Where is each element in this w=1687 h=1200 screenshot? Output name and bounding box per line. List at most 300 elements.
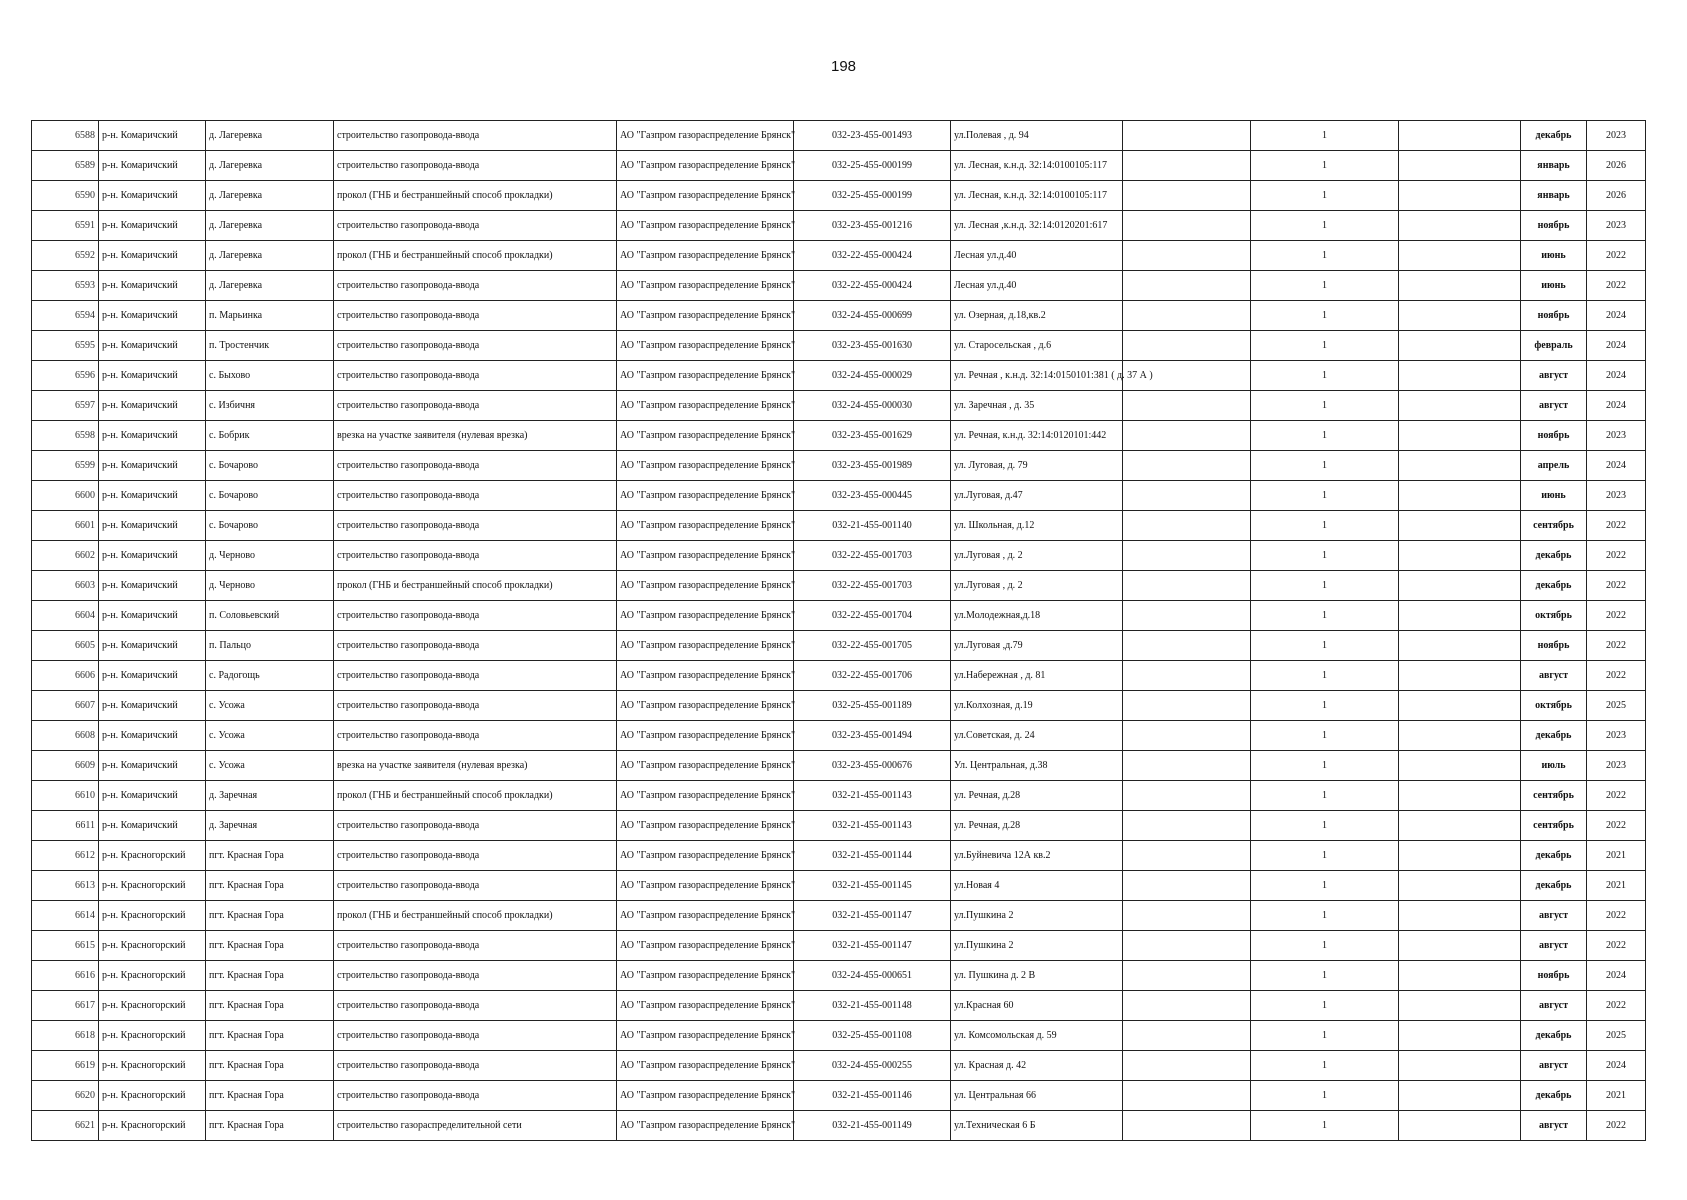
- table-row: [32, 451, 1646, 481]
- empty-cell: [1399, 211, 1521, 241]
- year-cell: 2022: [1587, 511, 1646, 541]
- district-cell: р-н. Комаричский: [99, 661, 206, 691]
- quantity-cell: 1: [1251, 871, 1399, 901]
- district-cell: р-н. Красногорский: [99, 901, 206, 931]
- application-id-cell: 032-21-455-001146: [794, 1081, 951, 1111]
- quantity-cell: 1: [1251, 631, 1399, 661]
- year-cell: 2023: [1587, 481, 1646, 511]
- month-cell: октябрь: [1521, 601, 1587, 631]
- application-id-cell: 032-21-455-001144: [794, 841, 951, 871]
- address-cell: ул.Набережная , д. 81: [951, 661, 1123, 691]
- address-cell: ул.Буйневича 12А кв.2: [951, 841, 1123, 871]
- district-cell: р-н. Комаричский: [99, 151, 206, 181]
- quantity-cell: 1: [1251, 931, 1399, 961]
- month-cell: январь: [1521, 181, 1587, 211]
- quantity-cell: 1: [1251, 301, 1399, 331]
- work-type-cell: строительство газопровода-ввода: [334, 631, 617, 661]
- month-cell: август: [1521, 1051, 1587, 1081]
- locality-cell: п. Тростенчик: [206, 331, 334, 361]
- quantity-cell: 1: [1251, 241, 1399, 271]
- locality-cell: с. Бочарово: [206, 481, 334, 511]
- application-id-cell: 032-22-455-001704: [794, 601, 951, 631]
- district-cell: р-н. Комаричский: [99, 511, 206, 541]
- empty-cell: [1399, 451, 1521, 481]
- quantity-cell: 1: [1251, 901, 1399, 931]
- year-cell: 2022: [1587, 601, 1646, 631]
- row-number-cell: 6591: [32, 211, 99, 241]
- month-cell: ноябрь: [1521, 211, 1587, 241]
- work-type-cell: строительство газопровода-ввода: [334, 721, 617, 751]
- work-type-cell: строительство газопровода-ввода: [334, 1051, 617, 1081]
- application-id-cell: 032-24-455-000030: [794, 391, 951, 421]
- year-cell: 2022: [1587, 541, 1646, 571]
- empty-cell: [1399, 541, 1521, 571]
- empty-cell: [1123, 721, 1251, 751]
- application-id-cell: 032-22-455-001705: [794, 631, 951, 661]
- row-number-cell: 6612: [32, 841, 99, 871]
- application-id-cell: 032-21-455-001143: [794, 811, 951, 841]
- district-cell: р-н. Красногорский: [99, 841, 206, 871]
- quantity-cell: 1: [1251, 121, 1399, 151]
- empty-cell: [1399, 1081, 1521, 1111]
- district-cell: р-н. Комаричский: [99, 421, 206, 451]
- locality-cell: пгт. Красная Гора: [206, 871, 334, 901]
- empty-cell: [1399, 691, 1521, 721]
- address-cell: ул. Речная, к.н.д. 32:14:0120101:442: [951, 421, 1123, 451]
- locality-cell: пгт. Красная Гора: [206, 931, 334, 961]
- address-cell: ул.Новая 4: [951, 871, 1123, 901]
- month-cell: сентябрь: [1521, 511, 1587, 541]
- table-row: [32, 211, 1646, 241]
- table-row: [32, 121, 1646, 151]
- application-id-cell: 032-23-455-001494: [794, 721, 951, 751]
- year-cell: 2023: [1587, 121, 1646, 151]
- month-cell: декабрь: [1521, 721, 1587, 751]
- organization-cell: АО "Газпром газораспределение Брянск": [617, 1111, 794, 1141]
- empty-cell: [1399, 811, 1521, 841]
- address-cell: ул. Луговая, д. 79: [951, 451, 1123, 481]
- locality-cell: п. Пальцо: [206, 631, 334, 661]
- district-cell: р-н. Комаричский: [99, 271, 206, 301]
- district-cell: р-н. Красногорский: [99, 1111, 206, 1141]
- quantity-cell: 1: [1251, 781, 1399, 811]
- empty-cell: [1399, 391, 1521, 421]
- table-row: [32, 331, 1646, 361]
- quantity-cell: 1: [1251, 1111, 1399, 1141]
- work-type-cell: строительство газопровода-ввода: [334, 541, 617, 571]
- application-id-cell: 032-23-455-001629: [794, 421, 951, 451]
- locality-cell: с. Усожа: [206, 751, 334, 781]
- address-cell: ул. Лесная, к.н.д. 32:14:0100105:117: [951, 151, 1123, 181]
- empty-cell: [1123, 1021, 1251, 1051]
- month-cell: апрель: [1521, 451, 1587, 481]
- locality-cell: пгт. Красная Гора: [206, 1081, 334, 1111]
- table-row: [32, 241, 1646, 271]
- month-cell: ноябрь: [1521, 961, 1587, 991]
- empty-cell: [1123, 241, 1251, 271]
- empty-cell: [1399, 481, 1521, 511]
- district-cell: р-н. Комаричский: [99, 331, 206, 361]
- application-id-cell: 032-21-455-001147: [794, 901, 951, 931]
- empty-cell: [1123, 931, 1251, 961]
- locality-cell: с. Усожа: [206, 691, 334, 721]
- address-cell: ул.Пушкина 2: [951, 901, 1123, 931]
- organization-cell: АО "Газпром газораспределение Брянск": [617, 541, 794, 571]
- empty-cell: [1123, 571, 1251, 601]
- month-cell: ноябрь: [1521, 631, 1587, 661]
- application-id-cell: 032-25-455-001108: [794, 1021, 951, 1051]
- empty-cell: [1399, 841, 1521, 871]
- year-cell: 2022: [1587, 1111, 1646, 1141]
- work-type-cell: строительство газопровода-ввода: [334, 1081, 617, 1111]
- year-cell: 2024: [1587, 451, 1646, 481]
- empty-cell: [1123, 541, 1251, 571]
- work-type-cell: врезка на участке заявителя (нулевая врезка): [334, 421, 617, 451]
- month-cell: август: [1521, 991, 1587, 1021]
- application-id-cell: 032-23-455-000445: [794, 481, 951, 511]
- application-id-cell: 032-24-455-000651: [794, 961, 951, 991]
- organization-cell: АО "Газпром газораспределение Брянск": [617, 601, 794, 631]
- year-cell: 2025: [1587, 1021, 1646, 1051]
- district-cell: р-н. Комаричский: [99, 541, 206, 571]
- locality-cell: д. Черново: [206, 571, 334, 601]
- empty-cell: [1399, 871, 1521, 901]
- address-cell: ул. Центральная 66: [951, 1081, 1123, 1111]
- table-row: [32, 751, 1646, 781]
- year-cell: 2023: [1587, 721, 1646, 751]
- address-cell: ул.Техническая 6 Б: [951, 1111, 1123, 1141]
- row-number-cell: 6594: [32, 301, 99, 331]
- work-type-cell: прокол (ГНБ и бестраншейный способ прокладки): [334, 181, 617, 211]
- table-row: [32, 571, 1646, 601]
- district-cell: р-н. Комаричский: [99, 301, 206, 331]
- organization-cell: АО "Газпром газораспределение Брянск": [617, 841, 794, 871]
- row-number-cell: 6613: [32, 871, 99, 901]
- address-cell: ул.Пушкина 2: [951, 931, 1123, 961]
- empty-cell: [1399, 121, 1521, 151]
- quantity-cell: 1: [1251, 181, 1399, 211]
- row-number-cell: 6618: [32, 1021, 99, 1051]
- locality-cell: п. Соловьевский: [206, 601, 334, 631]
- work-type-cell: строительство газопровода-ввода: [334, 331, 617, 361]
- table-row: [32, 601, 1646, 631]
- empty-cell: [1399, 781, 1521, 811]
- address-cell: ул.Советская, д. 24: [951, 721, 1123, 751]
- empty-cell: [1399, 301, 1521, 331]
- quantity-cell: 1: [1251, 961, 1399, 991]
- district-cell: р-н. Комаричский: [99, 811, 206, 841]
- month-cell: декабрь: [1521, 541, 1587, 571]
- row-number-cell: 6599: [32, 451, 99, 481]
- district-cell: р-н. Красногорский: [99, 1051, 206, 1081]
- application-id-cell: 032-21-455-001148: [794, 991, 951, 1021]
- year-cell: 2024: [1587, 961, 1646, 991]
- organization-cell: АО "Газпром газораспределение Брянск": [617, 271, 794, 301]
- table-row: [32, 421, 1646, 451]
- table-row: [32, 1021, 1646, 1051]
- row-number-cell: 6588: [32, 121, 99, 151]
- organization-cell: АО "Газпром газораспределение Брянск": [617, 661, 794, 691]
- year-cell: 2023: [1587, 421, 1646, 451]
- row-number-cell: 6610: [32, 781, 99, 811]
- table-body: [32, 121, 1646, 1141]
- empty-cell: [1123, 1081, 1251, 1111]
- table-row: [32, 1051, 1646, 1081]
- work-type-cell: строительство газопровода-ввода: [334, 301, 617, 331]
- address-cell: Лесная ул.д.40: [951, 241, 1123, 271]
- month-cell: июль: [1521, 751, 1587, 781]
- quantity-cell: 1: [1251, 751, 1399, 781]
- month-cell: октябрь: [1521, 691, 1587, 721]
- year-cell: 2024: [1587, 301, 1646, 331]
- application-id-cell: 032-22-455-001706: [794, 661, 951, 691]
- empty-cell: [1399, 991, 1521, 1021]
- year-cell: 2022: [1587, 271, 1646, 301]
- organization-cell: АО "Газпром газораспределение Брянск": [617, 301, 794, 331]
- quantity-cell: 1: [1251, 811, 1399, 841]
- organization-cell: АО "Газпром газораспределение Брянск": [617, 451, 794, 481]
- address-cell: ул.Полевая , д. 94: [951, 121, 1123, 151]
- empty-cell: [1123, 481, 1251, 511]
- row-number-cell: 6621: [32, 1111, 99, 1141]
- address-cell: ул. Речная , к.н.д. 32:14:0150101:381 ( д. 37 А ): [951, 361, 1123, 391]
- table-row: [32, 991, 1646, 1021]
- month-cell: сентябрь: [1521, 781, 1587, 811]
- locality-cell: д. Лагеревка: [206, 151, 334, 181]
- month-cell: декабрь: [1521, 841, 1587, 871]
- quantity-cell: 1: [1251, 1021, 1399, 1051]
- application-id-cell: 032-25-455-000199: [794, 181, 951, 211]
- organization-cell: АО "Газпром газораспределение Брянск": [617, 331, 794, 361]
- quantity-cell: 1: [1251, 211, 1399, 241]
- month-cell: август: [1521, 661, 1587, 691]
- table-row: [32, 811, 1646, 841]
- locality-cell: д. Заречная: [206, 781, 334, 811]
- address-cell: ул.Луговая ,д.79: [951, 631, 1123, 661]
- row-number-cell: 6597: [32, 391, 99, 421]
- row-number-cell: 6596: [32, 361, 99, 391]
- district-cell: р-н. Комаричский: [99, 451, 206, 481]
- quantity-cell: 1: [1251, 271, 1399, 301]
- row-number-cell: 6600: [32, 481, 99, 511]
- district-cell: р-н. Комаричский: [99, 751, 206, 781]
- empty-cell: [1123, 751, 1251, 781]
- month-cell: август: [1521, 901, 1587, 931]
- work-type-cell: строительство газопровода-ввода: [334, 841, 617, 871]
- application-id-cell: 032-21-455-001147: [794, 931, 951, 961]
- row-number-cell: 6616: [32, 961, 99, 991]
- year-cell: 2022: [1587, 991, 1646, 1021]
- work-type-cell: строительство газопровода-ввода: [334, 391, 617, 421]
- district-cell: р-н. Комаричский: [99, 631, 206, 661]
- organization-cell: АО "Газпром газораспределение Брянск": [617, 481, 794, 511]
- empty-cell: [1123, 121, 1251, 151]
- row-number-cell: 6608: [32, 721, 99, 751]
- district-cell: р-н. Комаричский: [99, 361, 206, 391]
- organization-cell: АО "Газпром газораспределение Брянск": [617, 151, 794, 181]
- district-cell: р-н. Красногорский: [99, 1021, 206, 1051]
- empty-cell: [1399, 661, 1521, 691]
- year-cell: 2022: [1587, 931, 1646, 961]
- application-id-cell: 032-25-455-000199: [794, 151, 951, 181]
- empty-cell: [1399, 271, 1521, 301]
- address-cell: ул. Школьная, д.12: [951, 511, 1123, 541]
- row-number-cell: 6614: [32, 901, 99, 931]
- empty-cell: [1399, 721, 1521, 751]
- district-cell: р-н. Комаричский: [99, 601, 206, 631]
- month-cell: июнь: [1521, 241, 1587, 271]
- district-cell: р-н. Красногорский: [99, 871, 206, 901]
- month-cell: август: [1521, 391, 1587, 421]
- empty-cell: [1123, 841, 1251, 871]
- empty-cell: [1123, 661, 1251, 691]
- locality-cell: д. Черново: [206, 541, 334, 571]
- quantity-cell: 1: [1251, 601, 1399, 631]
- work-type-cell: прокол (ГНБ и бестраншейный способ прокладки): [334, 571, 617, 601]
- table-row: [32, 631, 1646, 661]
- table-row: [32, 361, 1646, 391]
- row-number-cell: 6602: [32, 541, 99, 571]
- application-id-cell: 032-21-455-001140: [794, 511, 951, 541]
- application-id-cell: 032-22-455-000424: [794, 271, 951, 301]
- work-type-cell: прокол (ГНБ и бестраншейный способ прокладки): [334, 241, 617, 271]
- district-cell: р-н. Комаричский: [99, 241, 206, 271]
- year-cell: 2022: [1587, 781, 1646, 811]
- address-cell: ул.Красная 60: [951, 991, 1123, 1021]
- year-cell: 2021: [1587, 841, 1646, 871]
- table-row: [32, 691, 1646, 721]
- organization-cell: АО "Газпром газораспределение Брянск": [617, 211, 794, 241]
- row-number-cell: 6606: [32, 661, 99, 691]
- year-cell: 2022: [1587, 901, 1646, 931]
- address-cell: ул. Лесная, к.н.д. 32:14:0100105:117: [951, 181, 1123, 211]
- empty-cell: [1123, 781, 1251, 811]
- table-row: [32, 391, 1646, 421]
- empty-cell: [1399, 421, 1521, 451]
- locality-cell: пгт. Красная Гора: [206, 841, 334, 871]
- table-row: [32, 181, 1646, 211]
- year-cell: 2026: [1587, 151, 1646, 181]
- quantity-cell: 1: [1251, 571, 1399, 601]
- empty-cell: [1399, 1051, 1521, 1081]
- month-cell: февраль: [1521, 331, 1587, 361]
- year-cell: 2024: [1587, 1051, 1646, 1081]
- quantity-cell: 1: [1251, 511, 1399, 541]
- organization-cell: АО "Газпром газораспределение Брянск": [617, 121, 794, 151]
- month-cell: ноябрь: [1521, 421, 1587, 451]
- table-row: [32, 661, 1646, 691]
- month-cell: июнь: [1521, 481, 1587, 511]
- month-cell: ноябрь: [1521, 301, 1587, 331]
- empty-cell: [1123, 211, 1251, 241]
- district-cell: р-н. Комаричский: [99, 721, 206, 751]
- application-id-cell: 032-24-455-000255: [794, 1051, 951, 1081]
- address-cell: ул. Красная д. 42: [951, 1051, 1123, 1081]
- locality-cell: пгт. Красная Гора: [206, 991, 334, 1021]
- year-cell: 2022: [1587, 571, 1646, 601]
- district-cell: р-н. Красногорский: [99, 961, 206, 991]
- work-type-cell: строительство газопровода-ввода: [334, 361, 617, 391]
- district-cell: р-н. Комаричский: [99, 571, 206, 601]
- address-cell: ул. Заречная , д. 35: [951, 391, 1123, 421]
- year-cell: 2024: [1587, 391, 1646, 421]
- row-number-cell: 6598: [32, 421, 99, 451]
- district-cell: р-н. Комаричский: [99, 391, 206, 421]
- application-id-cell: 032-22-455-001703: [794, 541, 951, 571]
- organization-cell: АО "Газпром газораспределение Брянск": [617, 241, 794, 271]
- empty-cell: [1123, 991, 1251, 1021]
- row-number-cell: 6607: [32, 691, 99, 721]
- work-type-cell: строительство газопровода-ввода: [334, 211, 617, 241]
- empty-cell: [1123, 871, 1251, 901]
- locality-cell: д. Заречная: [206, 811, 334, 841]
- application-id-cell: 032-23-455-001216: [794, 211, 951, 241]
- organization-cell: АО "Газпром газораспределение Брянск": [617, 811, 794, 841]
- quantity-cell: 1: [1251, 691, 1399, 721]
- organization-cell: АО "Газпром газораспределение Брянск": [617, 751, 794, 781]
- year-cell: 2022: [1587, 241, 1646, 271]
- locality-cell: пгт. Красная Гора: [206, 961, 334, 991]
- organization-cell: АО "Газпром газораспределение Брянск": [617, 691, 794, 721]
- table-row: [32, 841, 1646, 871]
- empty-cell: [1123, 301, 1251, 331]
- row-number-cell: 6605: [32, 631, 99, 661]
- work-type-cell: прокол (ГНБ и бестраншейный способ прокладки): [334, 901, 617, 931]
- application-id-cell: 032-24-455-000699: [794, 301, 951, 331]
- table-row: [32, 901, 1646, 931]
- work-type-cell: строительство газопровода-ввода: [334, 271, 617, 301]
- empty-cell: [1399, 511, 1521, 541]
- organization-cell: АО "Газпром газораспределение Брянск": [617, 871, 794, 901]
- table-row: [32, 1111, 1646, 1141]
- district-cell: р-н. Комаричский: [99, 181, 206, 211]
- empty-cell: [1123, 631, 1251, 661]
- empty-cell: [1123, 1111, 1251, 1141]
- row-number-cell: 6589: [32, 151, 99, 181]
- table-row: [32, 301, 1646, 331]
- work-type-cell: строительство газопровода-ввода: [334, 601, 617, 631]
- quantity-cell: 1: [1251, 661, 1399, 691]
- month-cell: декабрь: [1521, 121, 1587, 151]
- row-number-cell: 6603: [32, 571, 99, 601]
- work-type-cell: строительство газопровода-ввода: [334, 451, 617, 481]
- locality-cell: пгт. Красная Гора: [206, 1051, 334, 1081]
- month-cell: сентябрь: [1521, 811, 1587, 841]
- district-cell: р-н. Красногорский: [99, 1081, 206, 1111]
- row-number-cell: 6595: [32, 331, 99, 361]
- empty-cell: [1123, 601, 1251, 631]
- empty-cell: [1399, 901, 1521, 931]
- organization-cell: АО "Газпром газораспределение Брянск": [617, 781, 794, 811]
- organization-cell: АО "Газпром газораспределение Брянск": [617, 901, 794, 931]
- quantity-cell: 1: [1251, 1081, 1399, 1111]
- row-number-cell: 6592: [32, 241, 99, 271]
- empty-cell: [1399, 1111, 1521, 1141]
- empty-cell: [1123, 421, 1251, 451]
- table-row: [32, 511, 1646, 541]
- work-type-cell: строительство газопровода-ввода: [334, 151, 617, 181]
- month-cell: январь: [1521, 151, 1587, 181]
- address-cell: Лесная ул.д.40: [951, 271, 1123, 301]
- organization-cell: АО "Газпром газораспределение Брянск": [617, 1021, 794, 1051]
- organization-cell: АО "Газпром газораспределение Брянск": [617, 421, 794, 451]
- table-row: [32, 931, 1646, 961]
- address-cell: ул. Лесная ,к.н.д. 32:14:0120201:617: [951, 211, 1123, 241]
- year-cell: 2026: [1587, 181, 1646, 211]
- organization-cell: АО "Газпром газораспределение Брянск": [617, 361, 794, 391]
- year-cell: 2025: [1587, 691, 1646, 721]
- locality-cell: д. Лагеревка: [206, 271, 334, 301]
